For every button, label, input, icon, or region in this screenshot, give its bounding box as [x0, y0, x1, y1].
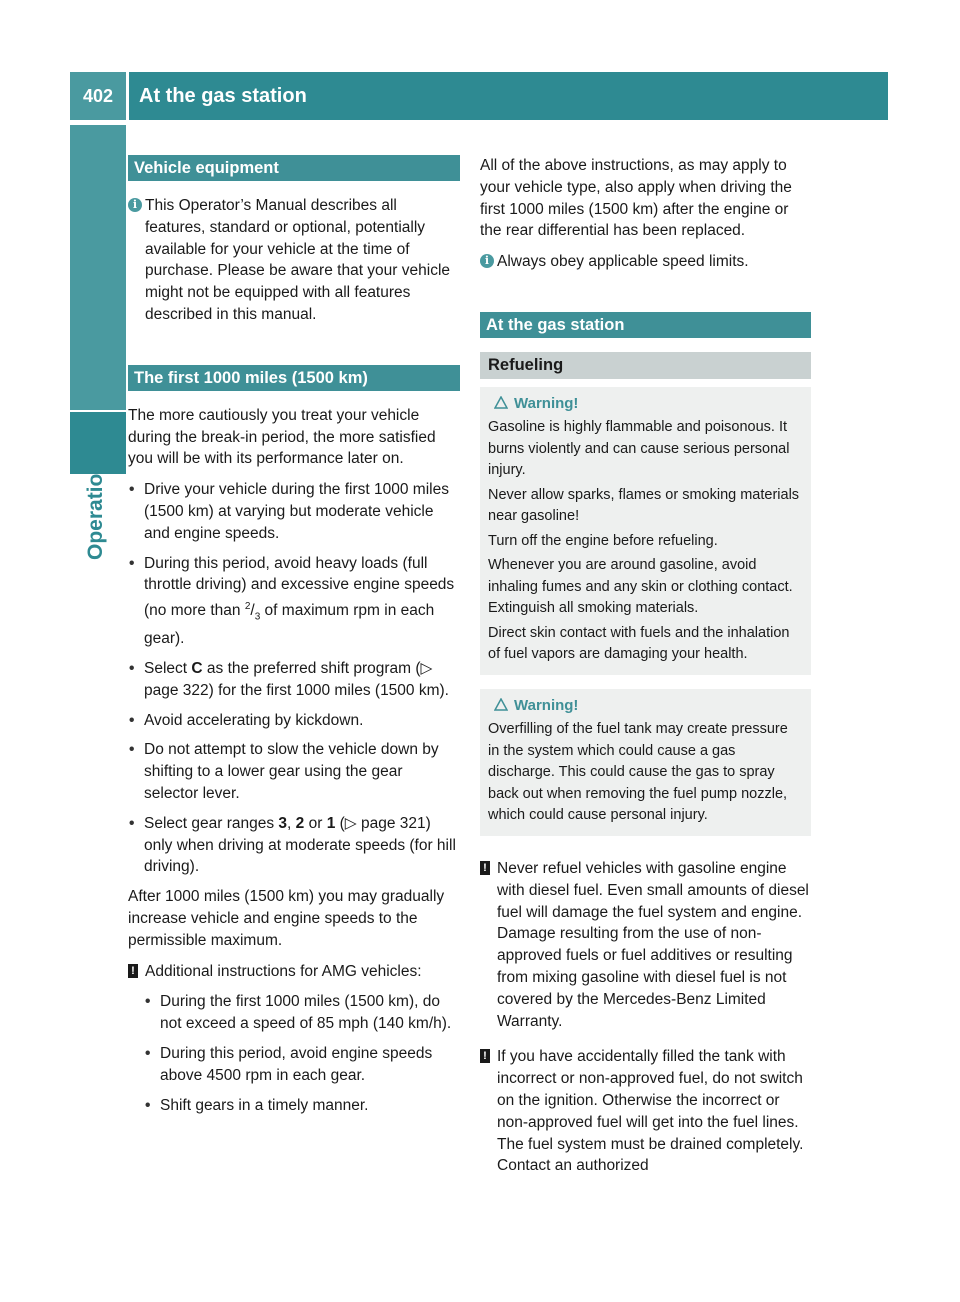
caution-text: If you have accidentally filled the tank with incorrect or non-approved fuel, do not switch on the ignition. Otherwise the incorrect or non-approved fuel will get into the fuel lines. The fuel system must be drained completely. Contact an authorized	[497, 1048, 804, 1175]
warning-text: Gasoline is highly flammable and poisonous. It burns violently and can cause serious personal injury.	[488, 419, 790, 479]
list-item-text: as the preferred shift program (▷ page 322) for the first 1000 miles (1500 km).	[144, 660, 449, 699]
exclamation-icon: !	[480, 1049, 490, 1063]
list-item-text: Drive your vehicle during the first 1000 miles (1500 km) at varying but moderate vehicle and engine speeds.	[144, 481, 449, 542]
bullet-icon: •	[129, 481, 135, 499]
caution-note	[480, 858, 811, 1032]
amg-list	[128, 991, 460, 1116]
bullet-icon: •	[129, 554, 135, 572]
caution-note	[128, 961, 460, 983]
list-item	[144, 1043, 460, 1087]
list-item-text: Avoid accelerating by kickdown.	[144, 711, 364, 729]
list-item-text: During this period, avoid heavy loads (full throttle driving) and excessive engine speeds (no more than	[144, 554, 455, 620]
gear-range-key: 1	[326, 814, 336, 832]
gear-range-key: 2	[295, 814, 305, 832]
list-item	[128, 479, 460, 544]
subsection-heading-refueling: Refueling	[480, 352, 811, 379]
warning-title	[488, 695, 803, 717]
info-icon: i	[128, 198, 142, 212]
bullet-icon: •	[145, 1096, 151, 1114]
warning-text: Never allow sparks, flames or smoking materials near gasoline!	[488, 486, 800, 525]
list-item	[128, 710, 460, 732]
warning-text: Turn off the engine before refueling.	[488, 532, 718, 549]
list-item	[128, 813, 460, 878]
caution-text: Never refuel vehicles with gasoline engine with diesel fuel. Even small amounts of diesel fuel will damage the fuel system and engine. Damage resulting from the use of non-approved fuels or fuel additives or resulting from mixing gasoline with diesel fuel is not covered by the Mercedes-Benz Limited Warranty.	[497, 859, 809, 1030]
bullet-icon: •	[129, 741, 135, 759]
paragraph-intro: The more cautiously you treat your vehicle during the break-in period, the more satisfied you will be with its performance later on.	[128, 406, 436, 468]
shift-program-key: C	[191, 660, 203, 677]
section-heading-first-miles: The first 1000 miles (1500 km)	[128, 365, 460, 391]
list-item-text: (▷ page 321) only when driving at moderate speeds (for hill driving).	[144, 814, 456, 876]
warning-triangle-icon	[494, 396, 508, 409]
warning-title-text: Warning!	[514, 394, 579, 412]
bullet-icon: •	[129, 660, 135, 677]
paragraph-intro-right: All of the above instructions, as may apply to your vehicle type, also apply when driving the first 1000 miles (1500 km) after the engine or the rear differential has been replaced.	[480, 157, 792, 240]
warning-text: Overfilling of the fuel tank may create pressure in the system which could cause a gas discharge. This could cause the gas to spray back out when removing the fuel pump nozzle, which could cause personal injury.	[488, 721, 788, 824]
list-item-text: During the first 1000 miles (1500 km), do not exceed a speed of 85 mph (140 km/h).	[160, 993, 452, 1033]
list-item	[144, 991, 460, 1035]
info-text: This Operator’s Manual describes all features, standard or optional, potentially available for your vehicle at the time of purchase. Please be aware that your vehicle might not be equipped with all features described in this manual.	[145, 197, 451, 323]
caution-text: Additional instructions for AMG vehicles:	[145, 962, 422, 980]
caution-note	[480, 1046, 811, 1177]
info-icon: i	[480, 254, 494, 268]
info-note	[480, 251, 811, 273]
fraction-denominator: 3	[254, 611, 261, 623]
list-item-text: Shift gears in a timely manner.	[160, 1096, 369, 1114]
list-item	[144, 1095, 460, 1117]
list-item	[128, 553, 460, 650]
warning-box	[480, 387, 811, 675]
fraction-slash: /	[250, 602, 255, 620]
separator: or	[304, 814, 327, 832]
section-heading-vehicle-equipment: Vehicle equipment	[128, 155, 460, 181]
warning-title	[488, 393, 803, 415]
fraction-numerator: 2	[244, 601, 251, 613]
list-item-text: of maximum rpm in each gear).	[144, 602, 435, 648]
list-item-text: Do not attempt to slow the vehicle down by shifting to a lower gear using the gear selector lever.	[144, 741, 439, 802]
exclamation-icon: !	[480, 861, 490, 875]
side-tab-strip	[70, 125, 126, 410]
paragraph-after: After 1000 miles (1500 km) you may gradually increase vehicle and engine speeds to the permissible maximum.	[128, 888, 445, 949]
list-item-text: During this period, avoid engine speeds above 4500 rpm in each gear.	[160, 1044, 433, 1084]
warning-text: Direct skin contact with fuels and the inhalation of fuel vapors are damaging your health.	[488, 624, 790, 663]
info-note	[128, 195, 460, 326]
bullet-icon: •	[129, 711, 135, 729]
bullet-icon: •	[129, 814, 135, 832]
side-tab-label: Operation	[84, 460, 107, 560]
exclamation-icon: !	[128, 964, 138, 978]
right-column	[480, 155, 811, 1186]
warning-triangle-icon	[494, 698, 508, 711]
warning-text: Whenever you are around gasoline, avoid inhaling fumes and any skin or clothing contact. Extinguish all smoking materials.	[488, 557, 793, 617]
warning-box	[480, 689, 811, 836]
bullet-icon: •	[145, 1044, 151, 1062]
page-number: 402	[70, 72, 126, 120]
separator: ,	[287, 814, 296, 832]
list-item-text: Select	[144, 660, 192, 677]
left-column	[128, 155, 460, 1124]
section-heading-gas-station: At the gas station	[480, 312, 811, 338]
info-text: Always obey applicable speed limits.	[497, 253, 749, 271]
page-title: At the gas station	[129, 72, 888, 120]
warning-title-text: Warning!	[514, 696, 579, 714]
list-item-text: Select gear ranges	[144, 814, 279, 832]
gear-range-key: 3	[278, 814, 288, 832]
list-item	[128, 658, 460, 702]
bullet-icon: •	[145, 993, 151, 1011]
list-item	[128, 739, 460, 804]
